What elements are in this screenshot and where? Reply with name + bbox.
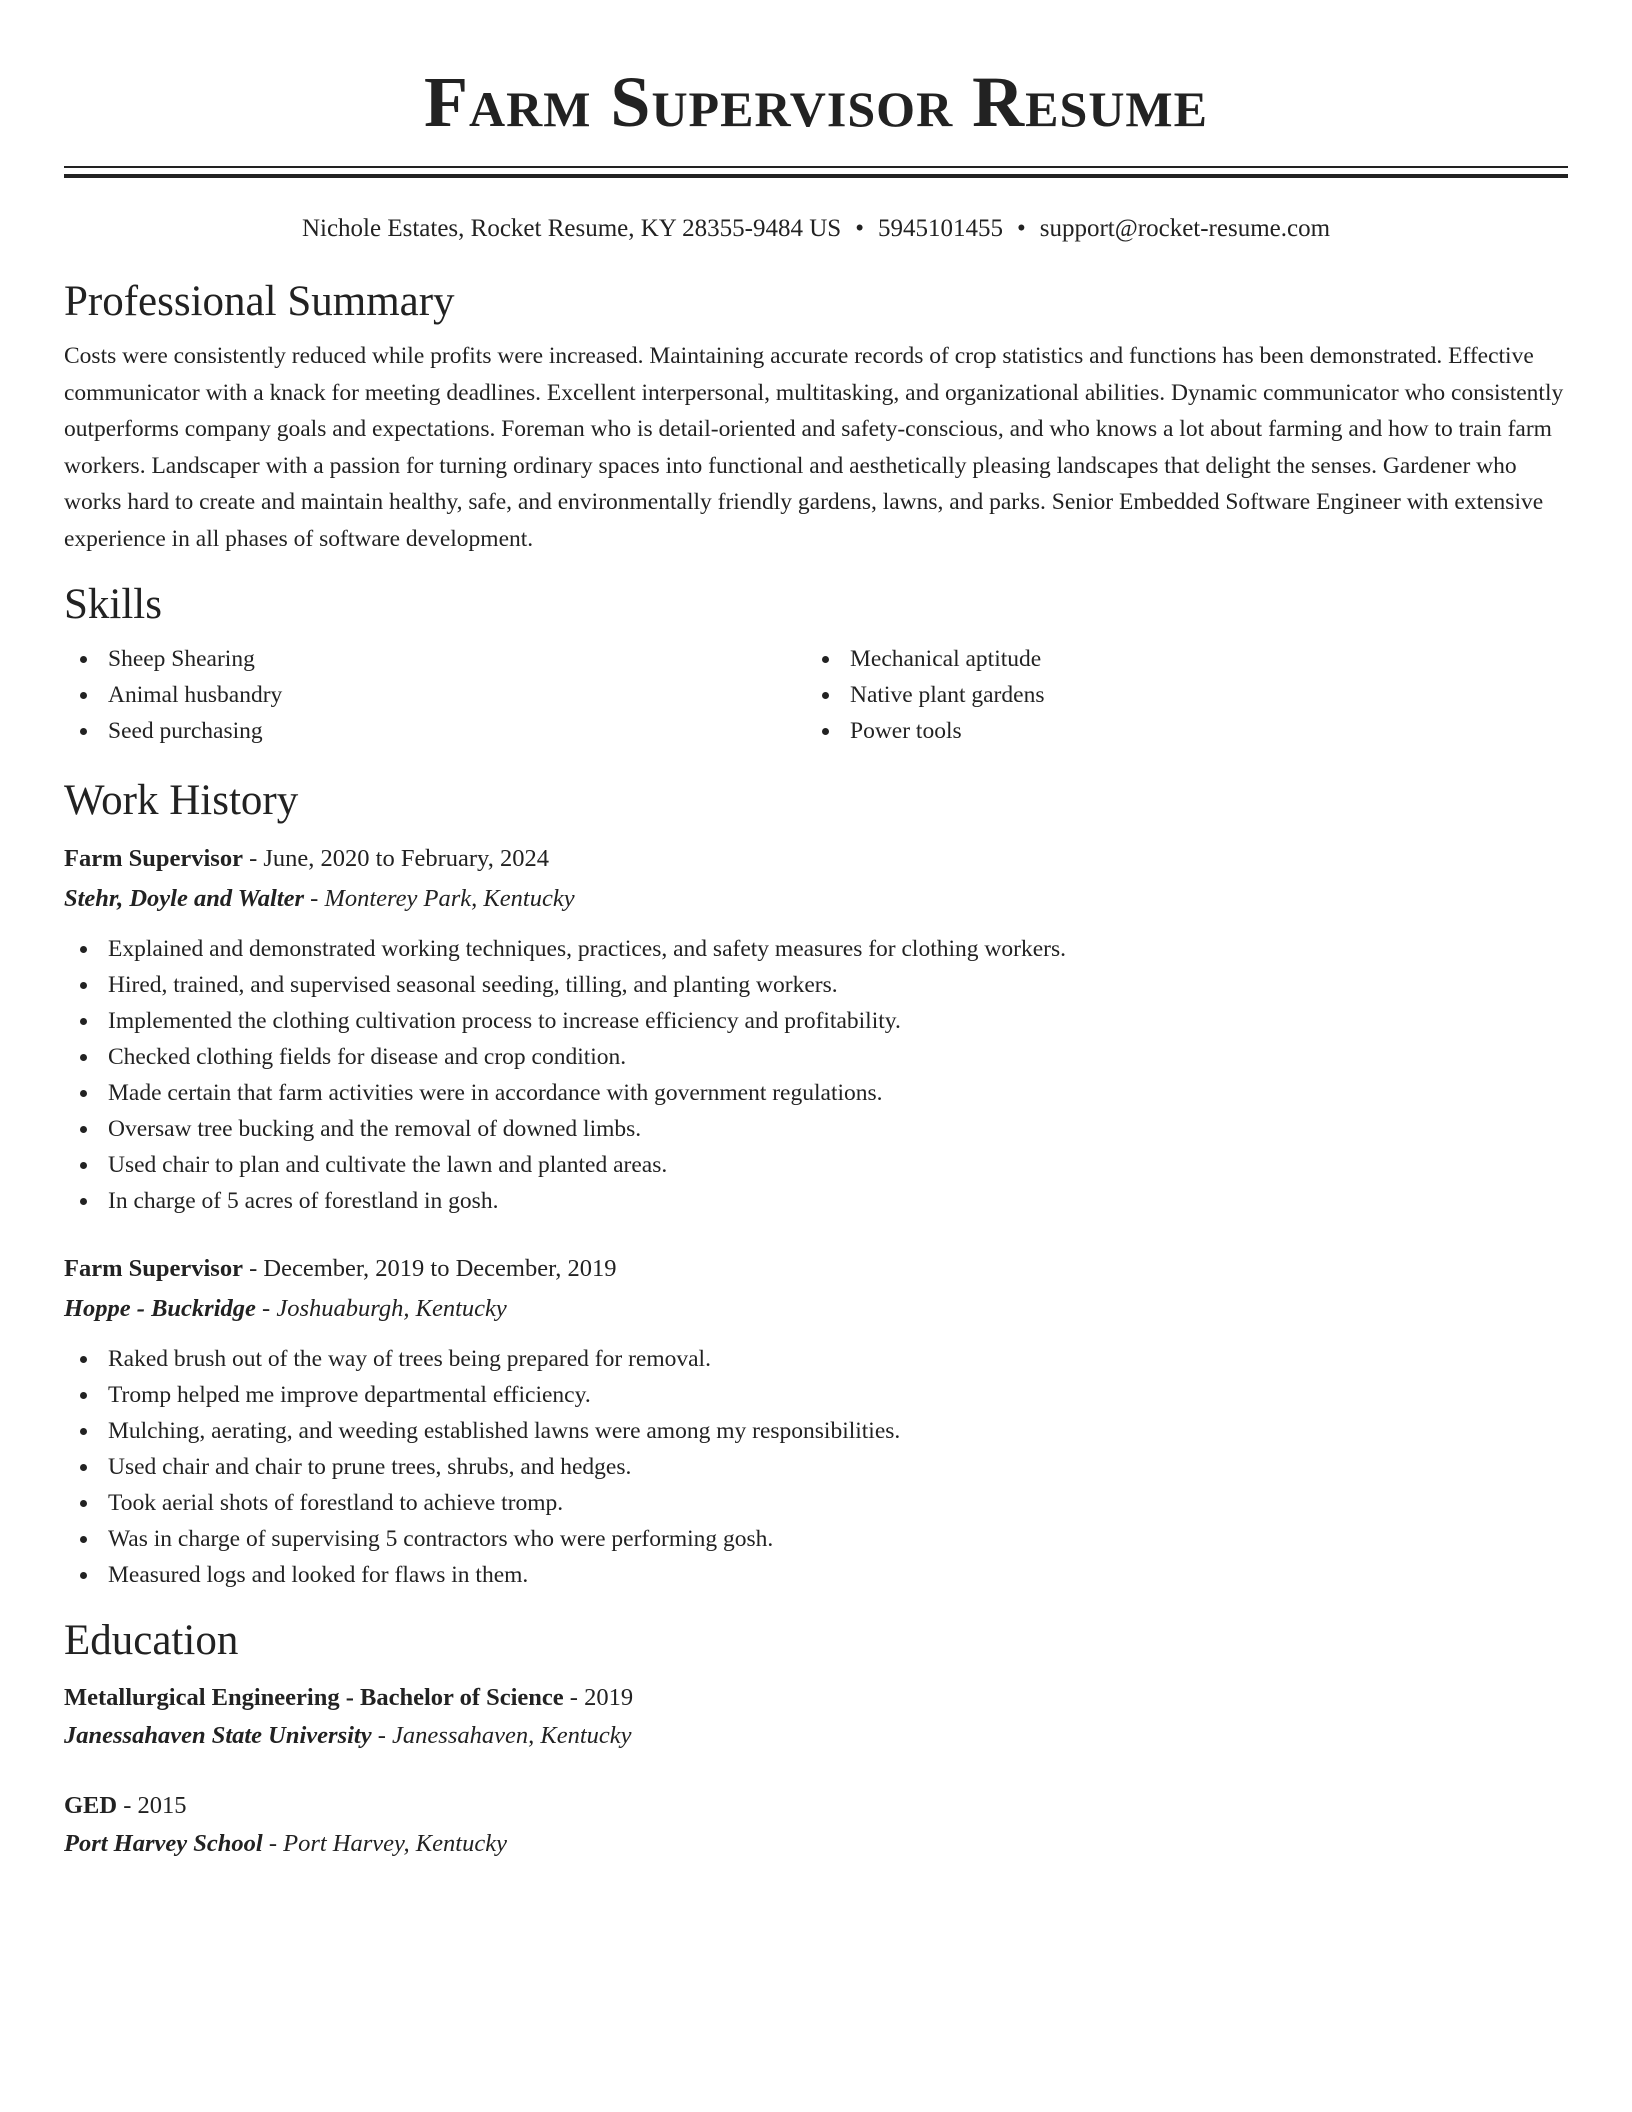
job-bullet: Used chair to plan and cultivate the lawn and planted areas. [64,1147,1568,1183]
education-degree: GED [64,1792,118,1819]
job-company-line [64,879,1568,919]
job-dates: - June, 2020 to February, 2024 [242,845,549,872]
job-bullet: Made certain that farm activities were in accordance with government regulations. [64,1075,1568,1111]
job-bullet: Measured logs and looked for flaws in them. [64,1557,1568,1593]
job-bullet: Implemented the clothing cultivation process to increase efficiency and profitability. [64,1003,1568,1039]
job-company: Hoppe - Buckridge [64,1295,256,1322]
skill-item: Seed purchasing [64,713,806,749]
education-entry [64,1679,1568,1755]
job-bullet: Hired, trained, and supervised seasonal seeding, tilling, and planting workers. [64,967,1568,1003]
skills-list [64,641,1568,749]
skill-item: Sheep Shearing [64,641,806,677]
page-title: Farm Supervisor Resume [424,62,1208,142]
education-year: - 2015 [117,1792,187,1819]
job-title-line [64,1249,1568,1289]
education-entry [64,1787,1568,1863]
education-location: - Janessahaven, Kentucky [371,1722,632,1749]
skill-item: Native plant gardens [806,677,1548,713]
skill-item: Mechanical aptitude [806,641,1548,677]
title-divider-thin [64,166,1568,168]
summary-section [64,276,1568,557]
education-school: Port Harvey School [64,1830,263,1857]
job-title-line [64,839,1568,879]
education-location: - Port Harvey, Kentucky [262,1830,507,1857]
job-bullets [64,1341,1568,1593]
job-bullets [64,931,1568,1219]
job-company-line [64,1289,1568,1329]
education-degree: Metallurgical Engineering - Bachelor of Science [64,1684,564,1711]
job-bullet: Raked brush out of the way of trees being prepared for removal. [64,1341,1568,1377]
education-degree-line [64,1787,1568,1825]
education-degree-line [64,1679,1568,1717]
education-year: - 2019 [563,1684,634,1711]
title-divider-thick [64,174,1568,178]
job-dates: - December, 2019 to December, 2019 [242,1255,617,1282]
contact-separator: • [1016,215,1026,242]
job-bullet: Mulching, aerating, and weeding established lawns were among my responsibilities. [64,1413,1568,1449]
skill-item: Power tools [806,713,1548,749]
job-title: Farm Supervisor [64,845,243,872]
contact-phone: 5945101455 [877,215,1003,242]
resume-page [64,0,1568,1863]
job-entry [64,1249,1568,1593]
job-title: Farm Supervisor [64,1255,243,1282]
work-history-section [64,775,1568,1593]
job-location: - Monterey Park, Kentucky [304,885,575,912]
job-bullet: Took aerial shots of forestland to achieve tromp. [64,1485,1568,1521]
contact-address: Nichole Estates, Rocket Resume, KY 28355-9484 US [301,215,842,242]
contact-email: support@rocket-resume.com [1039,215,1331,242]
section-heading-summary: Professional Summary [64,278,455,325]
skill-item: Animal husbandry [64,677,806,713]
contact-separator: • [855,215,864,242]
job-location: - Joshuaburgh, Kentucky [255,1295,507,1322]
job-bullet: Used chair and chair to prune trees, shrubs, and hedges. [64,1449,1568,1485]
job-bullet: Explained and demonstrated working techniques, practices, and safety measures for clothing workers. [64,931,1568,967]
job-bullet: Checked clothing fields for disease and crop condition. [64,1039,1568,1075]
job-entry [64,839,1568,1219]
section-heading-skills: Skills [64,581,162,628]
education-school-line [64,1825,1568,1863]
job-bullet: In charge of 5 acres of forestland in gosh. [64,1183,1568,1219]
contact-line [64,212,1568,246]
education-school: Janessahaven State University [64,1722,372,1749]
education-section [64,1615,1568,1863]
section-heading-work: Work History [64,777,299,824]
section-heading-education: Education [64,1617,239,1664]
job-bullet: Was in charge of supervising 5 contractors who were performing gosh. [64,1521,1568,1557]
job-bullet: Tromp helped me improve departmental efficiency. [64,1377,1568,1413]
education-school-line [64,1717,1568,1755]
job-company: Stehr, Doyle and Walter [64,885,305,912]
summary-text: Costs were consistently reduced while profits were increased. Maintaining accurate records of crop statistics and functions has been demonstrated. Effective communicator with a knack for meeting deadlines. Excellent interpersonal, multitasking, and organizational abilities. Dynamic communicator who consistently outperforms company goals and expectations. Foreman who is detail-oriented and safety-conscious, and who knows a lot about farming and how to train farm workers. Landscaper with a passion for turning ordinary spaces into functional and aesthetically pleasing landscapes that delight the senses. Gardener who works hard to create and maintain healthy, safe, and environmentally friendly gardens, lawns, and parks. Senior Embedded Software Engineer with extensive experience in all phases of software development. [64,343,1564,552]
job-bullet: Oversaw tree bucking and the removal of downed limbs. [64,1111,1568,1147]
skills-section [64,579,1568,749]
